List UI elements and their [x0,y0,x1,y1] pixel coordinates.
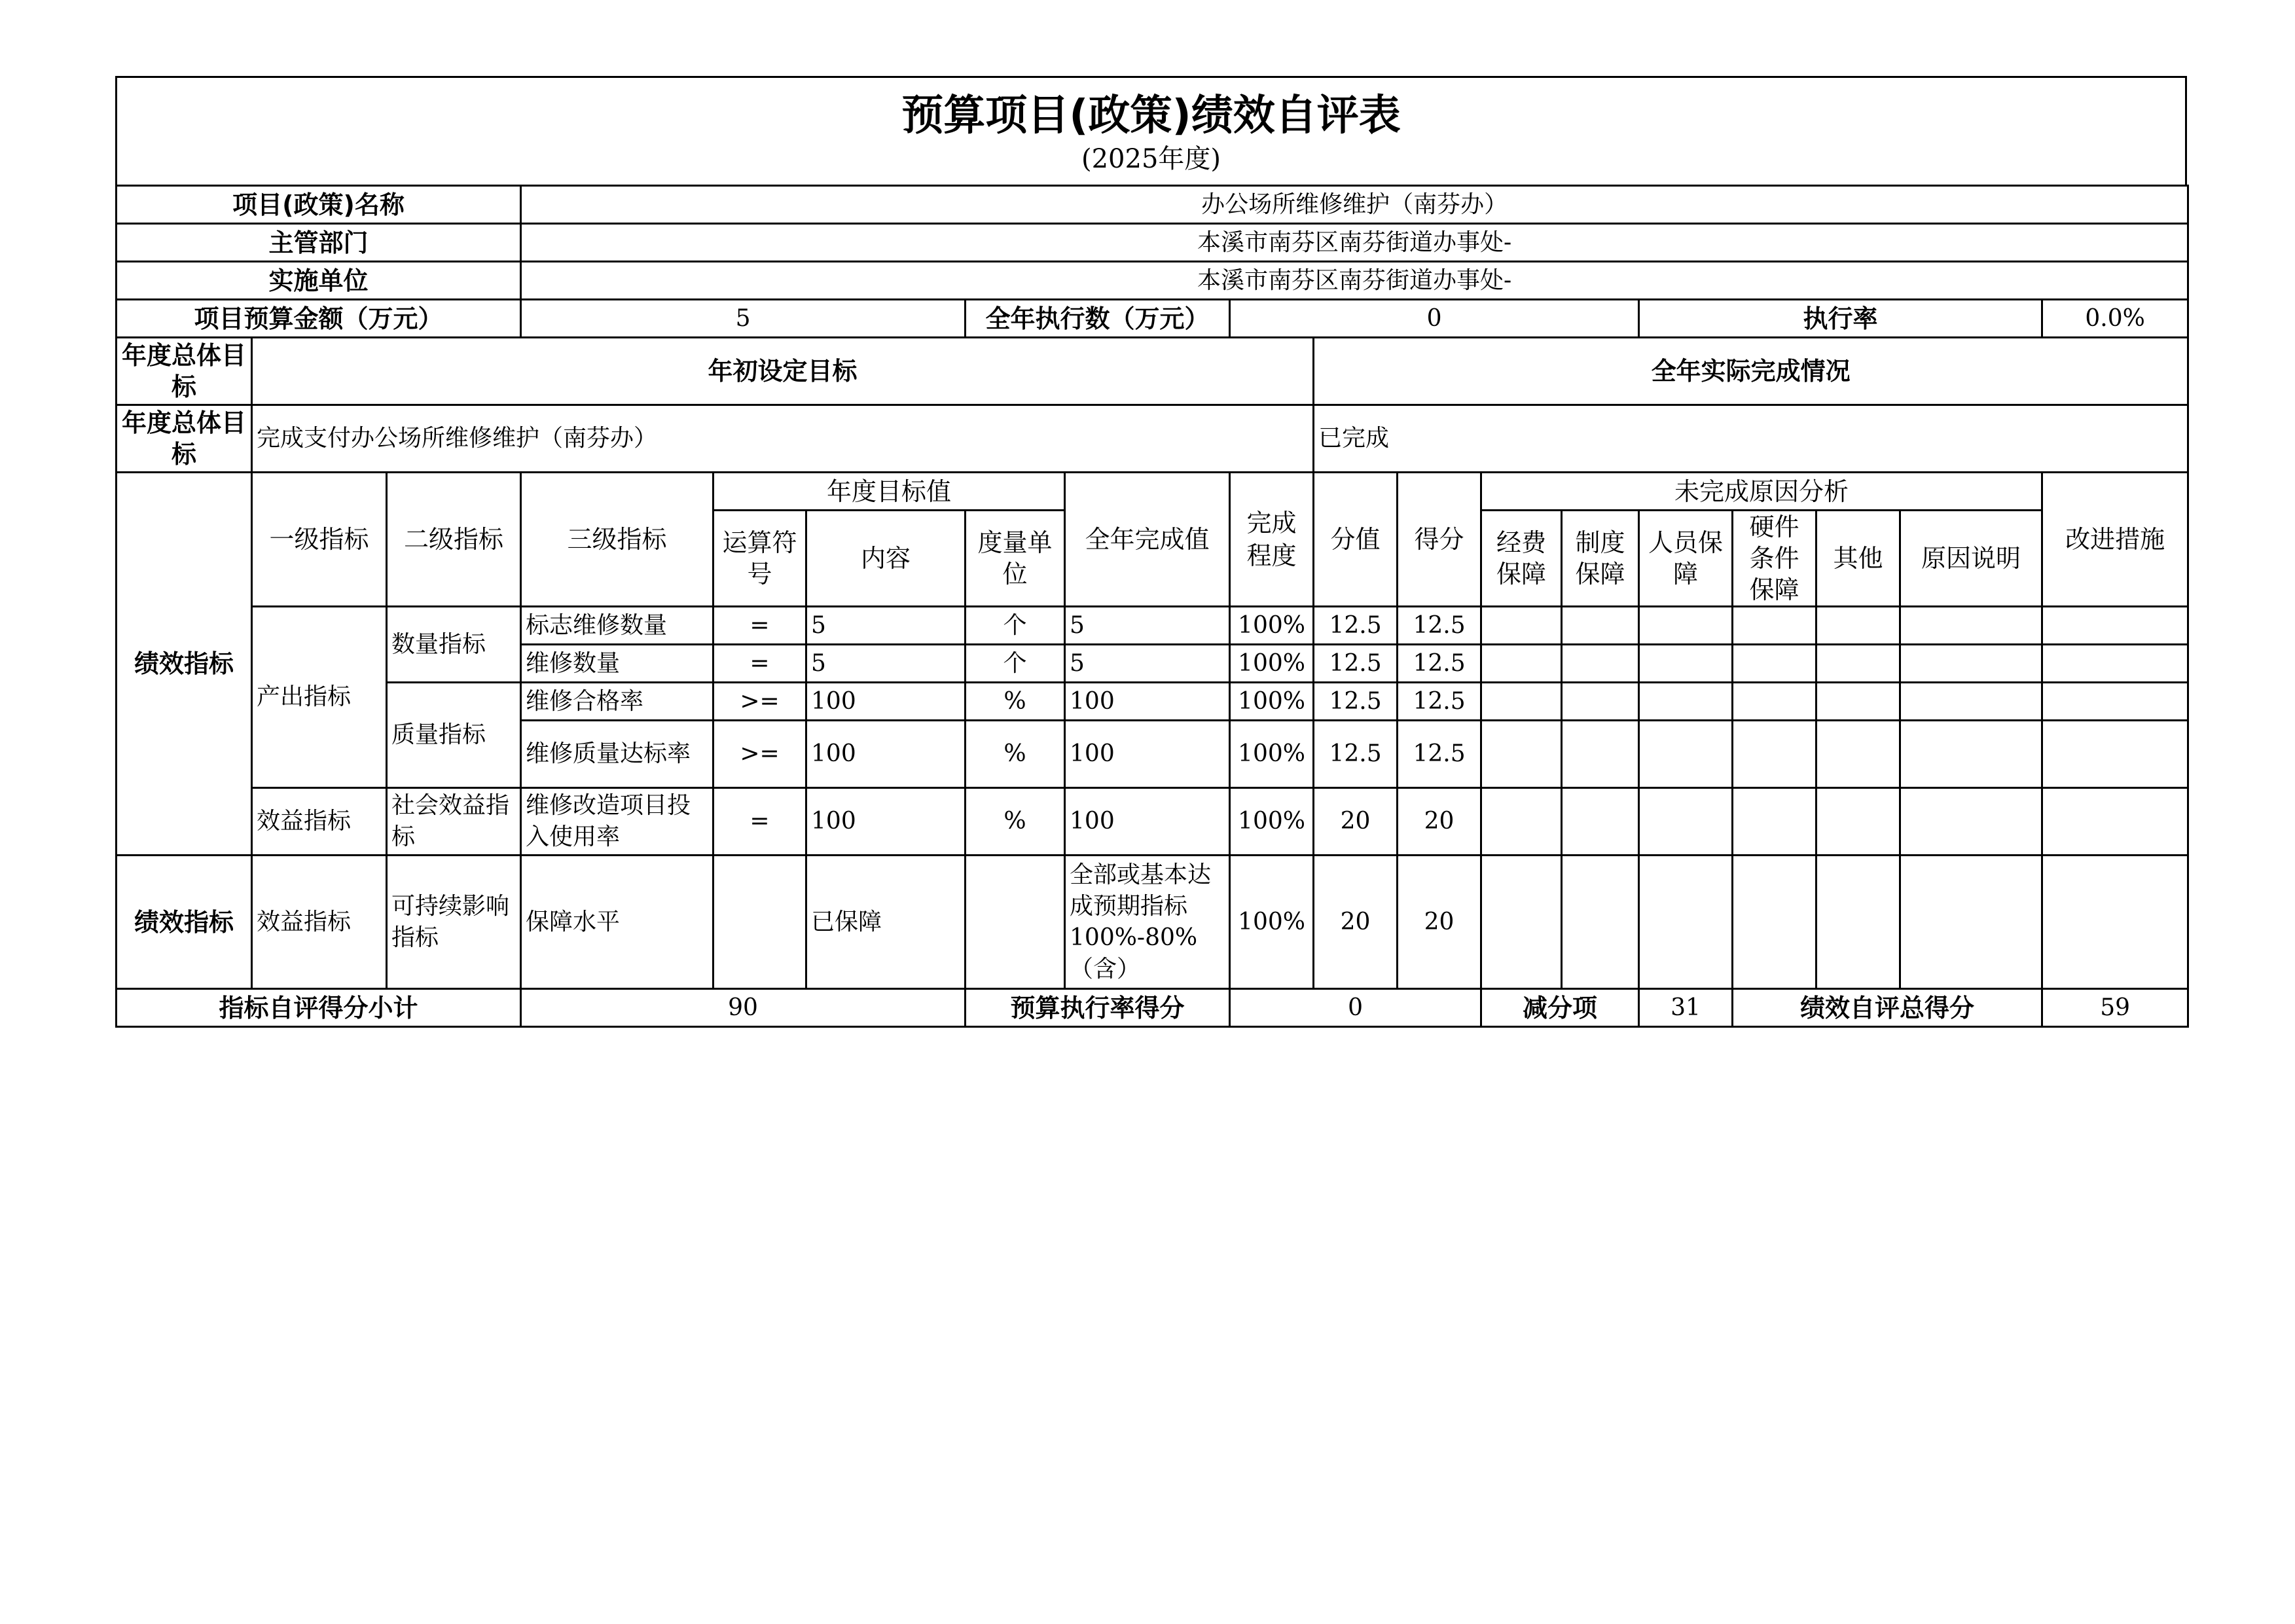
goal-initial-header: 年初设定目标 [252,338,1314,405]
total-label: 绩效自评总得分 [1733,989,2042,1027]
indicator-degree: 100% [1230,721,1314,788]
goal-initial-value: 完成支付办公场所维修维护（南芬办） [252,405,1314,473]
indicator-name: 维修合格率 [521,683,714,721]
perf-label: 绩效指标 [117,856,252,989]
goal-header-row [117,338,2188,405]
indicator-operator: = [714,788,806,856]
goal-actual-header: 全年实际完成情况 [1314,338,2188,405]
output-group: 产出指标 [252,607,387,788]
table-row [117,856,2188,989]
improve-header: 改进措施 [2042,473,2188,607]
actual-header: 全年完成值 [1065,473,1230,607]
indicator-name: 维修改造项目投入使用率 [521,788,714,856]
indicator-actual: 5 [1065,645,1230,683]
perf-label: 绩效指标 [117,473,252,856]
level3-header: 三级指标 [521,473,714,607]
reason-staff-header: 人员保障 [1639,511,1733,607]
total-value: 59 [2042,989,2188,1027]
indicator-content: 已保障 [806,856,966,989]
quantity-group: 数量指标 [387,607,521,683]
unit-row [117,262,2188,300]
degree-header: 完成程度 [1230,473,1314,607]
benefit-group: 效益指标 [252,788,387,856]
target-group-header: 年度目标值 [714,473,1065,511]
dept-value: 本溪市南芬区南芬街道办事处- [521,224,2188,262]
dept-label: 主管部门 [117,224,521,262]
indicator-degree: 100% [1230,645,1314,683]
table-row [117,788,2188,856]
indicator-operator: >= [714,683,806,721]
indicator-degree: 100% [1230,607,1314,645]
indicator-operator: = [714,607,806,645]
page-subtitle: (2025年度) [1081,144,1221,174]
goal-row [117,405,2188,473]
quality-group: 质量指标 [387,683,521,788]
indicator-weight: 12.5 [1314,645,1398,683]
indicator-unit: % [966,721,1065,788]
unit-header: 度量单位 [966,511,1065,607]
indicator-weight: 12.5 [1314,607,1398,645]
indicator-score: 12.5 [1398,607,1481,645]
indicator-degree: 100% [1230,683,1314,721]
benefit-group: 效益指标 [252,856,387,989]
goal-label: 年度总体目标 [117,338,252,405]
budget-value: 5 [521,300,966,338]
footer-row [117,989,2188,1027]
indicator-name: 维修数量 [521,645,714,683]
budget-row [117,300,2188,338]
reason-hardware-header: 硬件条件保障 [1733,511,1816,607]
project-name-row [117,186,2188,224]
indicator-name: 标志维修数量 [521,607,714,645]
indicator-content: 100 [806,788,966,856]
indicator-actual: 5 [1065,607,1230,645]
indicator-content: 5 [806,607,966,645]
budget-score-label: 预算执行率得分 [966,989,1230,1027]
reason-other-header: 其他 [1816,511,1900,607]
reason-system-header: 制度保障 [1562,511,1639,607]
project-name-value: 办公场所维修维护（南芬办） [521,186,2188,224]
weight-header: 分值 [1314,473,1398,607]
indicator-score: 20 [1398,788,1481,856]
indicator-unit: % [966,788,1065,856]
indicator-content: 100 [806,683,966,721]
executed-value: 0 [1230,300,1639,338]
rate-label: 执行率 [1639,300,2042,338]
reason-group-header: 未完成原因分析 [1481,473,2042,511]
indicator-actual: 100 [1065,788,1230,856]
sustain-group: 可持续影响指标 [387,856,521,989]
indicator-weight: 12.5 [1314,721,1398,788]
operator-header: 运算符号 [714,511,806,607]
table-row [117,607,2188,645]
project-name-label: 项目(政策)名称 [117,186,521,224]
level2-header: 二级指标 [387,473,521,607]
page-title: 预算项目(政策)绩效自评表 [901,92,1401,140]
unit-label: 实施单位 [117,262,521,300]
subtotal-label: 指标自评得分小计 [117,989,521,1027]
indicator-actual: 全部或基本达成预期指标100%-80%（含） [1065,856,1230,989]
indicator-name: 保障水平 [521,856,714,989]
indicator-operator: = [714,645,806,683]
header-row-1 [117,473,2188,511]
indicator-score: 12.5 [1398,683,1481,721]
indicator-unit: 个 [966,607,1065,645]
executed-label: 全年执行数（万元） [966,300,1230,338]
level1-header: 一级指标 [252,473,387,607]
indicator-content: 5 [806,645,966,683]
indicator-unit: % [966,683,1065,721]
indicator-unit: 个 [966,645,1065,683]
indicator-actual: 100 [1065,721,1230,788]
budget-label: 项目预算金额（万元） [117,300,521,338]
score-header: 得分 [1398,473,1481,607]
indicator-unit [966,856,1065,989]
deduct-label: 减分项 [1481,989,1639,1027]
indicator-weight: 12.5 [1314,683,1398,721]
evaluation-table [115,185,2189,1028]
deduct-value: 31 [1639,989,1733,1027]
indicator-degree: 100% [1230,856,1314,989]
table-row [117,683,2188,721]
social-group: 社会效益指标 [387,788,521,856]
indicator-degree: 100% [1230,788,1314,856]
indicator-score: 12.5 [1398,721,1481,788]
indicator-score: 20 [1398,856,1481,989]
indicator-operator [714,856,806,989]
goal-actual-value: 已完成 [1314,405,2188,473]
goal-label: 年度总体目标 [117,405,252,473]
rate-value: 0.0% [2042,300,2188,338]
indicator-actual: 100 [1065,683,1230,721]
evaluation-sheet [115,76,2187,1028]
title-block [115,76,2187,185]
reason-fund-header: 经费保障 [1481,511,1562,607]
content-header: 内容 [806,511,966,607]
budget-score-value: 0 [1230,989,1481,1027]
indicator-weight: 20 [1314,788,1398,856]
reason-explain-header: 原因说明 [1900,511,2042,607]
dept-row [117,224,2188,262]
indicator-operator: >= [714,721,806,788]
unit-value: 本溪市南芬区南芬街道办事处- [521,262,2188,300]
indicator-weight: 20 [1314,856,1398,989]
indicator-score: 12.5 [1398,645,1481,683]
indicator-name: 维修质量达标率 [521,721,714,788]
subtotal-value: 90 [521,989,966,1027]
indicator-content: 100 [806,721,966,788]
